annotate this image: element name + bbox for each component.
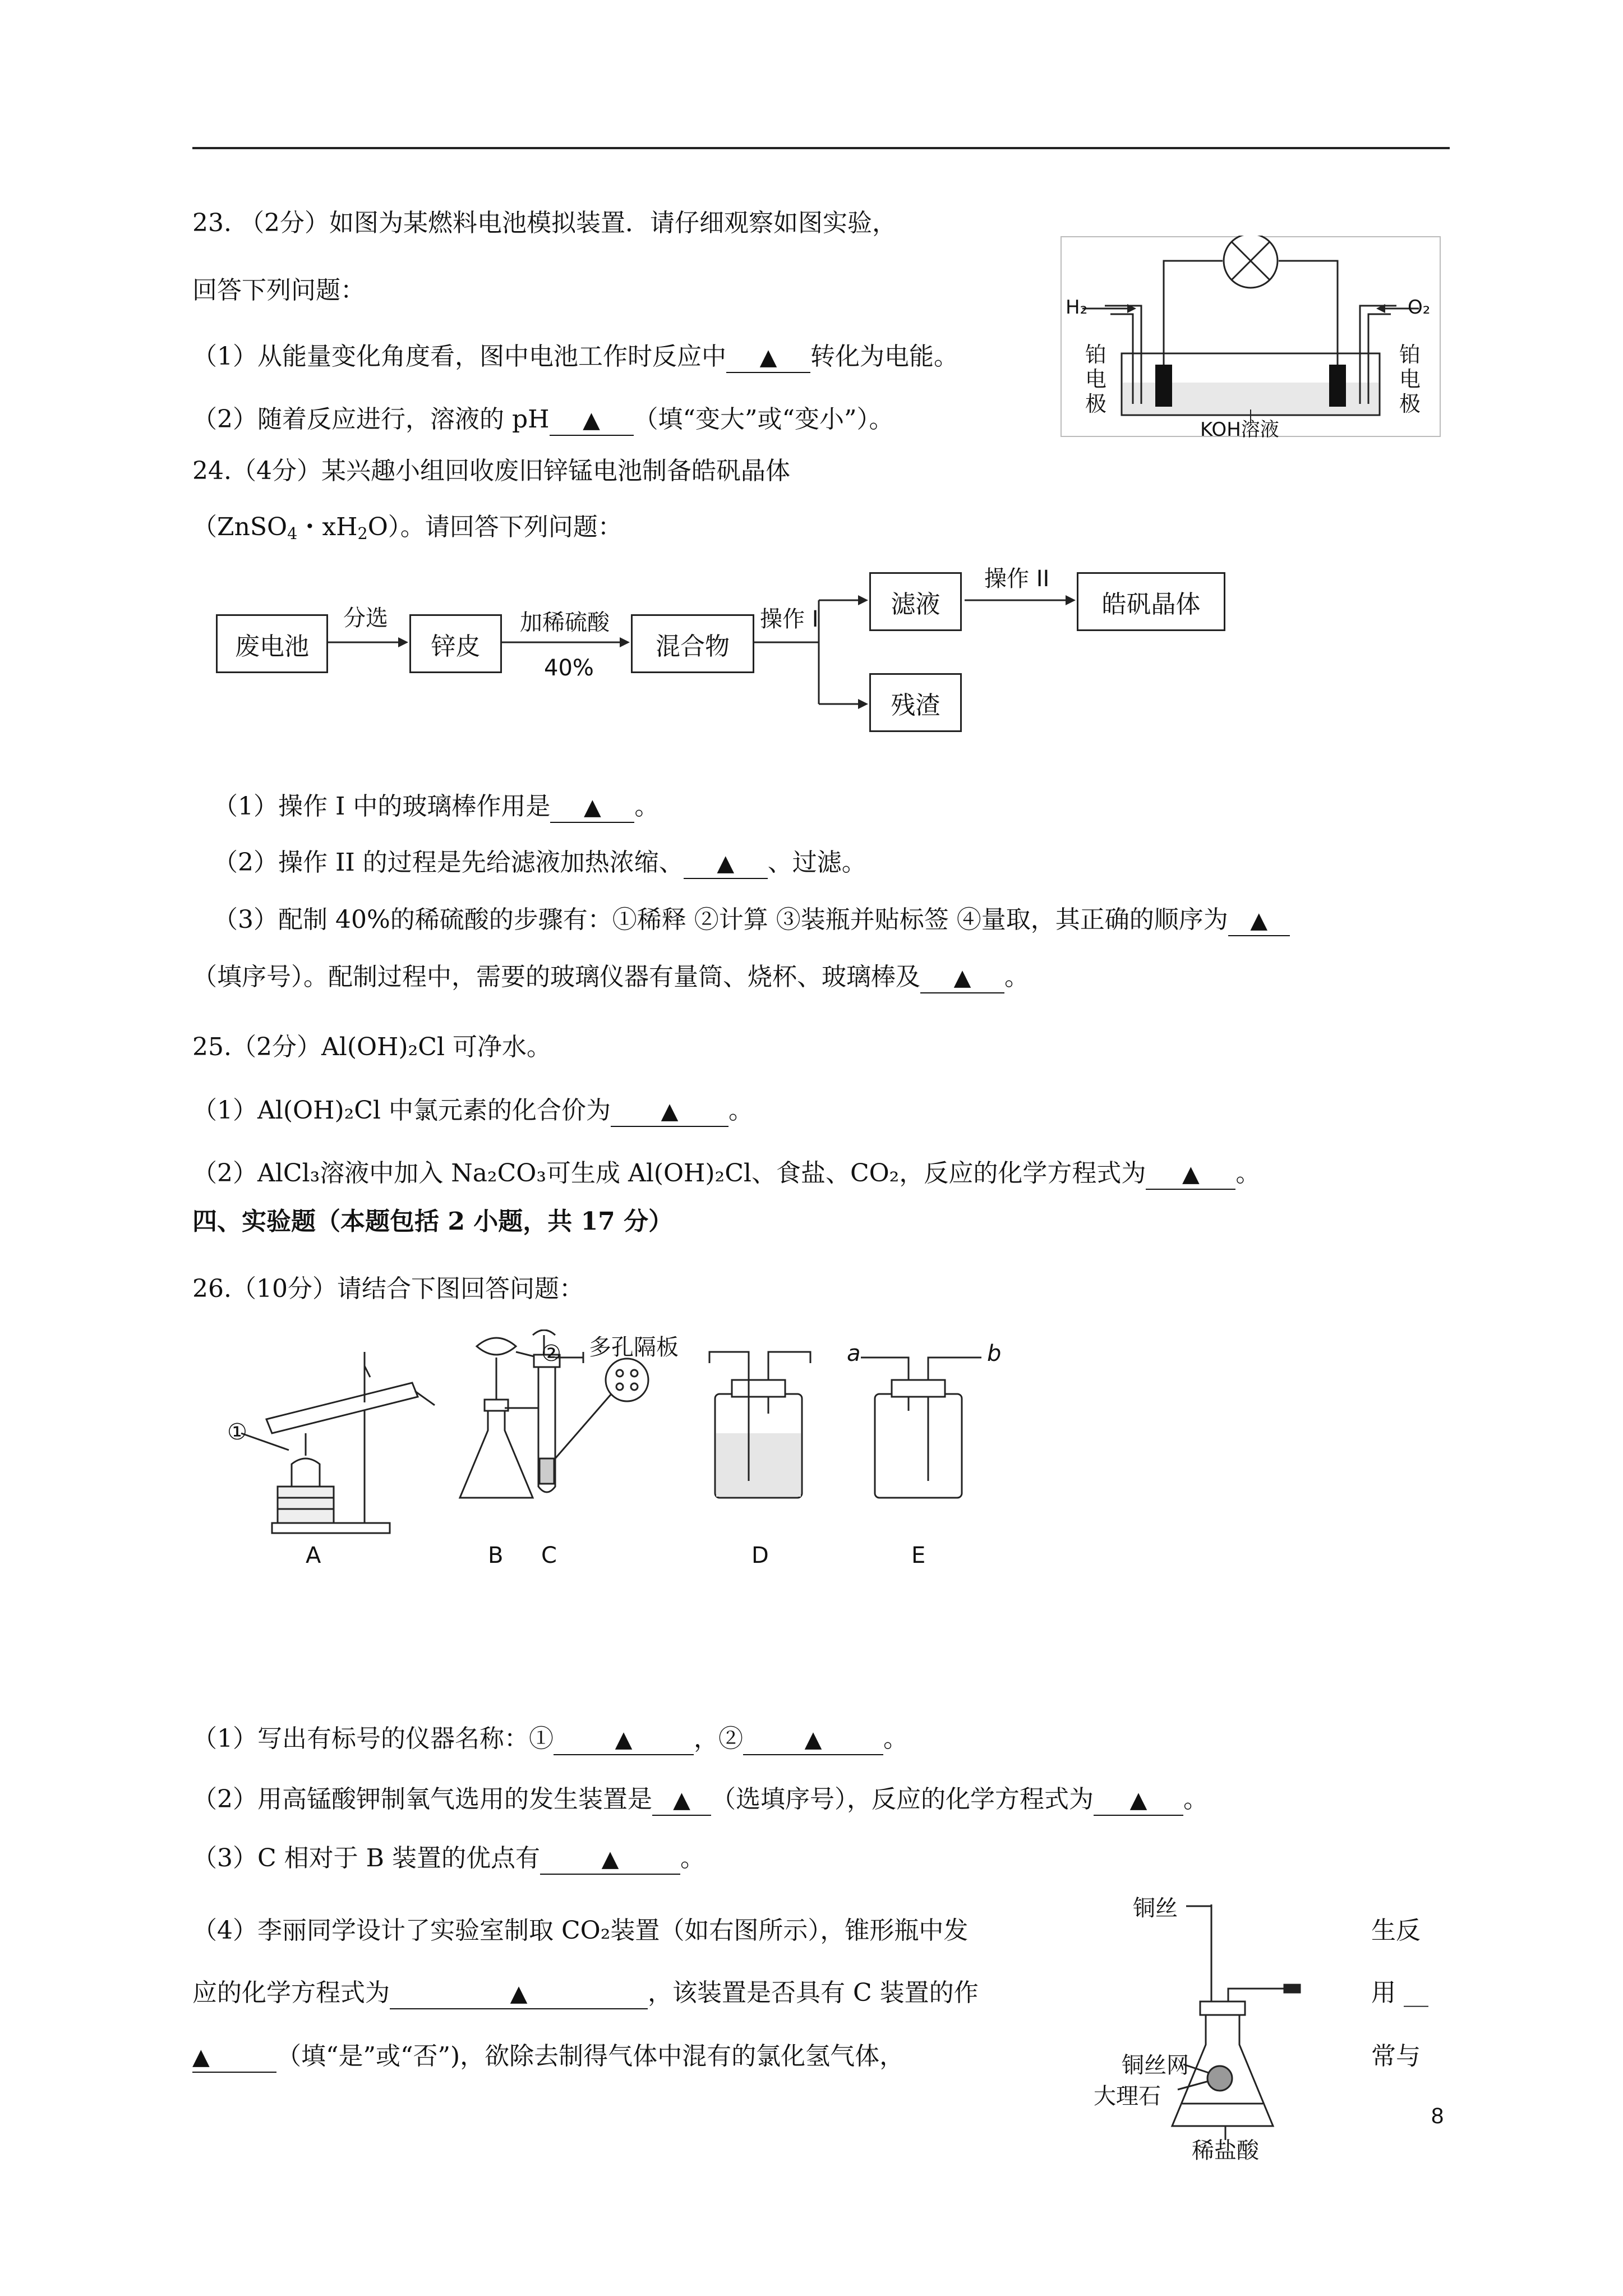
flow-label-op1: 操作 I	[760, 606, 819, 632]
flow-box-waste-battery: 废电池	[216, 614, 328, 673]
q24-part2	[213, 846, 866, 880]
q24-formula-b: ・xH	[297, 513, 358, 541]
q26-p2-text: （2）用高锰酸钾制氧气选用的发生装置是	[192, 1785, 652, 1814]
flow-box-zinc-skin: 锌皮	[409, 614, 502, 673]
apparatus-label-b: B	[488, 1543, 504, 1568]
q25-blank1[interactable]	[611, 1096, 728, 1127]
answer-triangle-icon: ▲	[804, 1727, 822, 1752]
q25-stem: 25.（2分）Al(OH)₂Cl 可净水。	[192, 1033, 551, 1061]
q26-stem: 26.（10分）请结合下图回答问题：	[192, 1274, 584, 1303]
q26-p1-text: （1）写出有标号的仪器名称：①	[192, 1724, 554, 1753]
co2-apparatus-figure	[1094, 1890, 1357, 2164]
answer-triangle-icon: ▲	[673, 1787, 690, 1813]
q24-formula-sub2: 2	[357, 524, 368, 544]
q25-blank2[interactable]	[1146, 1159, 1235, 1190]
q23-p2-after: （填“变大”或“变小”）。	[633, 405, 894, 434]
q26-p3-text: （3）C 相对于 B 装置的优点有	[192, 1844, 540, 1872]
marble-label: 大理石	[1094, 2083, 1161, 2109]
q26-p4-line2-after: ，该装置是否具有 C 装置的作	[648, 1978, 979, 2007]
q24-formula-c: O）。请回答下列问题：	[367, 513, 623, 541]
q26-part4-line3	[192, 2040, 904, 2073]
q26-blank2[interactable]	[743, 1724, 883, 1755]
apparatus-figure	[224, 1329, 1099, 1588]
port-b-label: b	[987, 1341, 1002, 1366]
q26-p1-after: 。	[883, 1724, 908, 1753]
left-electrode-char: 极	[1085, 392, 1107, 416]
q24-blank4[interactable]	[920, 963, 1004, 993]
flow-label-40pct: 40%	[544, 655, 594, 681]
right-electrode-char: 铂	[1399, 342, 1421, 367]
zinc-flowchart	[213, 561, 1256, 746]
dilute-hcl-label: 稀盐酸	[1192, 2138, 1259, 2164]
fuel-cell-figure	[1060, 236, 1441, 441]
flow-label-sort: 分选	[343, 605, 388, 631]
q26-p2-mid: （选填序号），反应的化学方程式为	[711, 1785, 1094, 1814]
copper-mesh-label: 铜丝网	[1122, 2053, 1189, 2078]
port-a-label: a	[847, 1341, 861, 1366]
q24-p2-text: （2）操作 II 的过程是先给滤液加热浓缩、	[213, 848, 684, 877]
q26-blank7[interactable]	[192, 2042, 276, 2073]
q24-formula-sub1: 4	[287, 524, 298, 544]
koh-solution-label: KOH溶液	[1200, 418, 1279, 441]
q25-p1-after: 。	[728, 1096, 753, 1125]
q23-stem2: 回答下列问题：	[192, 276, 365, 305]
answer-triangle-icon: ▲	[953, 965, 971, 991]
q23-stem: 23. （2分）如图为某燃料电池模拟装置．请仔细观察如图实验，	[192, 209, 897, 237]
mark-2: ②	[541, 1341, 561, 1366]
porous-plate-label: 多孔隔板	[589, 1335, 679, 1360]
answer-triangle-icon: ▲	[1182, 1161, 1200, 1187]
header-rule	[192, 147, 1450, 149]
q24-part1	[213, 790, 659, 823]
q24-blank3[interactable]	[1228, 905, 1290, 936]
q23-p1-after: 转化为电能。	[810, 342, 958, 371]
apparatus-label-e: E	[911, 1543, 926, 1568]
answer-triangle-icon: ▲	[1250, 908, 1268, 933]
answer-triangle-icon: ▲	[583, 407, 600, 433]
q24-p3-line2-after: 。	[1004, 963, 1029, 991]
left-electrode-char: 电	[1085, 367, 1107, 392]
answer-triangle-icon: ▲	[759, 344, 777, 370]
right-electrode-char: 电	[1399, 367, 1421, 392]
q26-p1-mid: ，②	[694, 1724, 743, 1753]
q24-p1-text: （1）操作 I 中的玻璃棒作用是	[213, 792, 551, 821]
q25-p1-text: （1）Al(OH)₂Cl 中氯元素的化合价为	[192, 1096, 611, 1125]
answer-triangle-icon: ▲	[1129, 1787, 1147, 1813]
q23-p2-text: （2）随着反应进行，溶液的 pH	[192, 405, 550, 434]
right-electrode-label	[1399, 342, 1421, 416]
flow-box-filtrate: 滤液	[869, 572, 962, 631]
answer-triangle-icon: ▲	[717, 850, 735, 876]
q24-formula-a: （ZnSO	[192, 513, 288, 541]
right-fragment-2: 用 __	[1371, 1978, 1428, 2007]
q26-part2	[192, 1783, 1208, 1816]
answer-triangle-icon: ▲	[583, 794, 601, 820]
copper-wire-label: 铜丝	[1133, 1895, 1178, 1921]
mark-1: ①	[227, 1419, 247, 1445]
q25-p2-text: （2）AlCl₃溶液中加入 Na₂CO₃可生成 Al(OH)₂Cl、食盐、CO₂，反应的化学方程式为	[192, 1159, 1146, 1188]
flow-label-op2: 操作 II	[984, 566, 1050, 592]
q26-blank1[interactable]	[554, 1724, 694, 1755]
left-electrode-label	[1085, 342, 1106, 416]
answer-triangle-icon: ▲	[510, 1981, 528, 2007]
flow-box-crystal: 皓矾晶体	[1077, 572, 1225, 631]
flow-box-residue: 残渣	[869, 673, 962, 732]
q23-part1	[192, 340, 958, 374]
q26-p4-line3-text: （填“是”或“否”)，欲除去制得气体中混有的氯化氢气体，	[276, 2042, 905, 2070]
section4-heading: 四、实验题（本题包括 2 小题，共 17 分）	[192, 1207, 674, 1236]
q26-blank6[interactable]	[390, 1978, 648, 2009]
q24-stem: 24.（4分）某兴趣小组回收废旧锌锰电池制备皓矾晶体	[192, 457, 790, 485]
q26-part4-line2	[192, 1976, 979, 2010]
q26-p3-after: 。	[680, 1844, 705, 1872]
q23-part2	[192, 403, 894, 436]
q23-p1-text: （1）从能量变化角度看，图中电池工作时反应中	[192, 342, 726, 371]
flow-label-add-acid: 加稀硫酸	[520, 610, 610, 636]
h2-label: H₂	[1066, 296, 1088, 319]
q24-p3-text: （3）配制 40%的稀硫酸的步骤有：①稀释 ②计算 ③装瓶并贴标签 ④量取，其正确的顺序为	[213, 905, 1228, 934]
answer-triangle-icon: ▲	[615, 1727, 633, 1752]
apparatus-label-a: A	[306, 1543, 321, 1568]
q25-p2-after: 。	[1235, 1159, 1261, 1188]
q26-part3	[192, 1842, 705, 1875]
q24-blank1[interactable]	[550, 792, 634, 823]
right-fragment-1: 生反	[1371, 1916, 1421, 1945]
q26-blank5[interactable]	[540, 1844, 680, 1875]
right-fragment-3: 常与	[1371, 2042, 1421, 2070]
q24-stem2	[192, 510, 623, 544]
answer-triangle-icon: ▲	[601, 1846, 619, 1872]
q24-blank2[interactable]	[684, 848, 768, 879]
q23-blank2[interactable]	[550, 405, 634, 436]
answer-triangle-icon: ▲	[192, 2044, 210, 2070]
apparatus-label-d: D	[751, 1543, 769, 1568]
q23-blank1[interactable]	[726, 342, 810, 373]
q26-p2-after: 。	[1183, 1785, 1208, 1814]
q26-p4-line2-text: 应的化学方程式为	[192, 1978, 390, 2007]
answer-triangle-icon: ▲	[661, 1098, 679, 1124]
q26-blank3[interactable]	[652, 1785, 711, 1816]
q25-part1	[192, 1094, 753, 1128]
q26-part4: （4）李丽同学设计了实验室制取 CO₂装置（如右图所示），锥形瓶中发	[192, 1916, 969, 1945]
page-number: 8	[1431, 2104, 1444, 2128]
q24-part3	[213, 903, 1290, 937]
q26-blank4[interactable]	[1094, 1785, 1183, 1816]
q24-p1-after: 。	[634, 792, 660, 821]
q26-part1	[192, 1722, 908, 1756]
apparatus-label-c: C	[541, 1543, 557, 1568]
left-electrode-char: 铂	[1085, 342, 1107, 367]
q25-part2	[192, 1157, 1260, 1190]
q24-p2-after: 、过滤。	[767, 848, 866, 877]
q24-p3-line2-text: （填序号）。配制过程中，需要的玻璃仪器有量筒、烧杯、玻璃棒及	[192, 963, 920, 991]
q24-part3-line2	[192, 960, 1029, 994]
flow-box-mixture: 混合物	[631, 614, 754, 673]
o2-label: O₂	[1408, 296, 1431, 319]
right-electrode-char: 极	[1399, 392, 1421, 416]
